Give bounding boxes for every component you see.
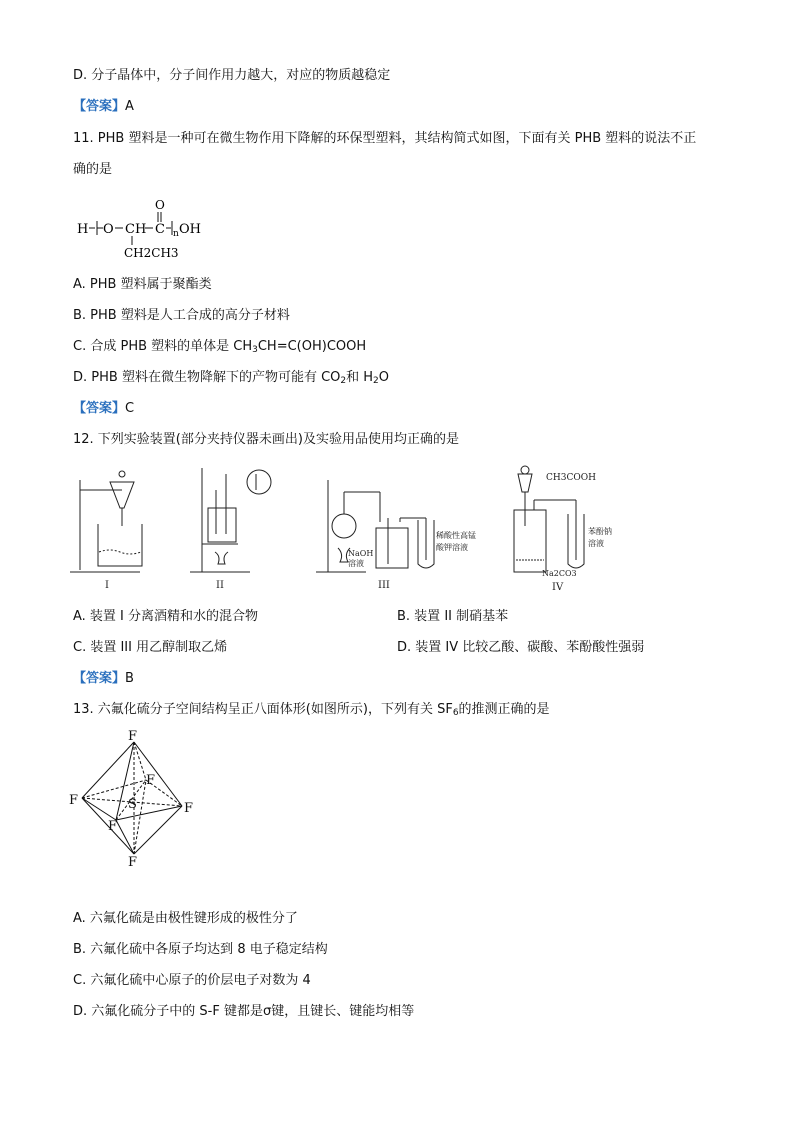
formula-ethyl: CH2CH3 [124, 246, 179, 260]
atom-f-bottom: F [128, 855, 138, 868]
fig-naoh: NaOH [348, 549, 374, 558]
answer-value: A [125, 99, 134, 114]
q11-option-d [73, 369, 389, 390]
q12-option-a: A. 装置 I 分离酒精和水的混合物 [73, 609, 259, 624]
fig-label-iii: III [378, 580, 390, 591]
q11-stem-line2: 确的是 [73, 162, 113, 177]
q13-option-b: B. 六氟化硫中各原子均达到 8 电子稳定结构 [73, 942, 328, 957]
q13-option-c: C. 六氟化硫中心原子的价层电子对数为 4 [73, 973, 311, 988]
formula-oh: OH [179, 222, 201, 237]
q11-stem-line1: 11. PHB 塑料是一种可在微生物作用下降解的环保型塑料，其结构简式如图，下面有关 PHB 塑料的说法不正 [73, 131, 697, 146]
q12-option-b: B. 装置 II 制硝基苯 [397, 609, 509, 624]
q10-answer [73, 98, 134, 116]
stem-text: 的推测正确的是 [458, 702, 550, 717]
q12-stem: 12. 下列实验装置(部分夹持仪器未画出)及实验用品使用均正确的是 [73, 432, 459, 447]
fig-phenolate: 苯酚钠 [588, 527, 612, 536]
opt-sub: 2 [340, 376, 347, 386]
q13-option-a: A. 六氟化硫是由极性键形成的极性分了 [73, 911, 298, 926]
opt-text: CH=C(OH)COOH [257, 339, 367, 354]
fig-naoh-solution: 溶液 [348, 559, 364, 568]
q12-option-d: D. 装置 IV 比较乙酸、碳酸、苯酚酸性强弱 [397, 640, 645, 655]
lab-apparatus-figure [70, 460, 630, 595]
fig-label-i: I [105, 580, 109, 591]
stem-text: 13. 六氟化硫分子空间结构呈正八面体形(如图所示)，下列有关 SF [73, 702, 453, 717]
answer-value: B [125, 671, 134, 686]
fig-ch3cooh: CH3COOH [546, 473, 596, 483]
formula-c: C [155, 222, 165, 237]
atom-f-back: F [146, 773, 156, 788]
q11-option-a: A. PHB 塑料属于聚酯类 [73, 277, 212, 292]
atom-f-left: F [69, 793, 79, 808]
formula-n: n [173, 229, 179, 239]
opt-sub: 2 [373, 376, 379, 386]
formula-o: O [103, 222, 114, 237]
q11-answer [73, 400, 134, 418]
answer-tag: 【答案】 [73, 99, 126, 114]
q11-option-b: B. PHB 塑料是人工合成的高分子材料 [73, 308, 290, 323]
fig-label-ii: II [216, 580, 224, 591]
answer-tag: 【答案】 [73, 401, 126, 416]
q11-option-c [73, 338, 366, 359]
atom-f-top: F [128, 729, 138, 744]
q12-option-c: C. 装置 III 用乙醇制取乙烯 [73, 640, 228, 655]
q13-option-d: D. 六氟化硫分子中的 S-F 键都是σ键，且键长、键能均相等 [73, 1004, 415, 1019]
answer-value: C [125, 401, 135, 416]
q10-option-d: D. 分子晶体中，分子间作用力越大，对应的物质越稳定 [73, 68, 391, 83]
q12-answer [73, 670, 134, 688]
fig-kmno4-solution: 酸钾溶液 [436, 543, 468, 552]
formula-double-o: O [155, 198, 165, 212]
fig-label-iv: IV [552, 582, 564, 593]
opt-text: O [378, 370, 390, 385]
sf6-octahedron-figure [66, 728, 206, 868]
opt-text: 和 H [346, 370, 374, 385]
opt-text: C. 合成 PHB 塑料的单体是 CH [73, 339, 253, 354]
q13-stem [73, 701, 550, 722]
opt-sub: 3 [252, 345, 258, 355]
fig-phenolate-solution: 溶液 [588, 539, 604, 548]
stem-sub: 6 [452, 708, 459, 718]
phb-structure-formula [73, 195, 213, 263]
atom-f-right: F [184, 801, 194, 816]
fig-na2co3: Na2CO3 [542, 569, 577, 578]
atom-f-front: F [108, 819, 118, 834]
opt-text: D. PHB 塑料在微生物降解下的产物可能有 CO [73, 370, 341, 385]
formula-ch: CH [125, 222, 147, 237]
answer-tag: 【答案】 [73, 671, 126, 686]
formula-h: H [77, 222, 89, 237]
fig-kmno4: 稀酸性高锰 [436, 531, 476, 540]
atom-s-center: S [128, 797, 137, 812]
